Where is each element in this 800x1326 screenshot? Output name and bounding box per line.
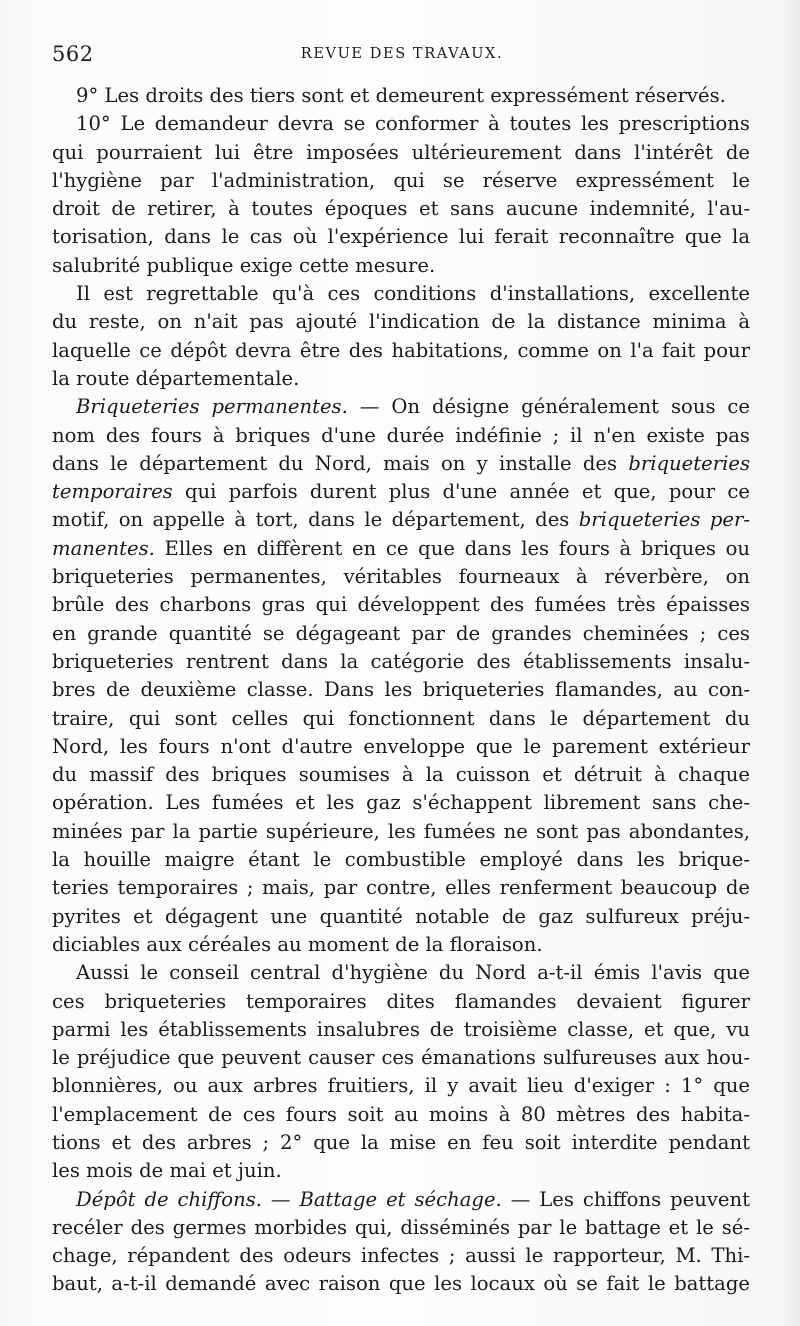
text-line: salubrité publique exige cette mesure. xyxy=(52,253,436,277)
text-line: 10° Le demandeur devra se conformer à toutes les prescriptions xyxy=(76,112,750,136)
text-line: baut, a-t-il demandé avec raison que les locaux où se fait le battage xyxy=(52,1272,750,1296)
text-run: — Les chiffons peuvent xyxy=(501,1187,750,1211)
text-line: Nord, les fours n'ont d'autre enveloppe que le parement extérieur xyxy=(52,734,750,758)
text-line: en grande quantité se dégageant par de grandes cheminées ; ces xyxy=(52,621,750,645)
text-line: droit de retirer, à toutes époques et sans aucune indemnité, l'au- xyxy=(52,197,750,221)
body-text xyxy=(52,82,750,1299)
text-run: Elles en diffèrent en ce que dans les fours à briques ou xyxy=(154,536,750,560)
italic-run: manentes. xyxy=(52,536,155,560)
text-line: nom des fours à briques d'une durée indéfinie ; il n'en existe pas xyxy=(52,423,750,447)
text-line: l'emplacement de ces fours soit au moins à 80 mètres des habita- xyxy=(52,1102,750,1126)
italic-run: temporaires xyxy=(52,480,173,504)
text-line: blonnières, ou aux arbres fruitiers, il y avait lieu d'exiger : 1° que xyxy=(52,1074,750,1098)
text-line: parmi les établissements insalubres de troisième classe, et que, vu xyxy=(52,1017,750,1041)
text-line xyxy=(52,393,750,421)
text-line xyxy=(52,506,750,534)
text-line: les mois de mai et juin. xyxy=(52,1159,282,1183)
text-line: Aussi le conseil central d'hygiène du Nord a-t-il émis l'avis que xyxy=(76,961,750,985)
text-line: opération. Les fumées et les gaz s'échappent librement sans che- xyxy=(52,791,750,815)
italic-run: Briqueteries permanentes. xyxy=(76,395,348,419)
text-line: recéler des germes morbides qui, disséminés par le battage et le sé- xyxy=(52,1215,750,1239)
text-line: briqueteries rentrent dans la catégorie des établissements insalu- xyxy=(52,649,750,673)
text-line: ces briqueteries temporaires dites flamandes devaient figurer xyxy=(52,989,750,1013)
italic-run: Dépôt de chiffons. — Battage et séchage. xyxy=(76,1187,502,1211)
page-number: 562 xyxy=(52,42,94,66)
italic-run: briqueteries xyxy=(628,451,750,475)
page-header xyxy=(52,42,752,72)
text-line: diciables aux céréales au moment de la floraison. xyxy=(52,932,543,956)
text-line: 9° Les droits des tiers sont et demeurent expressément réservés. xyxy=(76,84,726,107)
text-line: torisation, dans le cas où l'expérience lui ferait reconnaître que la xyxy=(52,225,750,249)
text-line xyxy=(52,450,750,478)
text-line xyxy=(52,1186,750,1214)
text-run: qui parfois durent plus d'une année et que, pour ce xyxy=(172,480,750,504)
text-line: qui pourraient lui être imposées ultérieurement dans l'intérêt de xyxy=(52,140,750,164)
text-line: teries temporaires ; mais, par contre, elles renferment beaucoup de xyxy=(52,876,750,900)
italic-run: briqueteries per- xyxy=(578,508,750,532)
running-head: REVUE DES TRAVAUX. xyxy=(300,46,504,62)
text-line: du massif des briques soumises à la cuisson et détruit à chaque xyxy=(52,763,750,787)
text-line: tions et des arbres ; 2° que la mise en feu soit interdite pendant xyxy=(52,1130,750,1154)
text-line: bres de deuxième classe. Dans les briqueteries flamandes, au con- xyxy=(52,678,750,702)
text-line: minées par la partie supérieure, les fumées ne sont pas abondantes, xyxy=(52,819,750,843)
text-run: motif, on appelle à tort, dans le département, des xyxy=(52,508,579,532)
text-line: le préjudice que peuvent causer ces émanations sulfureuses aux hou- xyxy=(52,1046,750,1070)
text-run: dans le département du Nord, mais on y installe des xyxy=(52,451,629,475)
text-line: brûle des charbons gras qui développent des fumées très épaisses xyxy=(52,593,750,617)
text-line: la route départementale. xyxy=(52,366,300,390)
text-line xyxy=(52,478,750,506)
text-line: traire, qui sont celles qui fonctionnent dans le département du xyxy=(52,706,750,730)
text-run: — On désigne généralement sous ce xyxy=(347,395,750,419)
text-line: pyrites et dégagent une quantité notable de gaz sulfureux préju- xyxy=(52,904,750,928)
text-line: Il est regrettable qu'à ces conditions d'installations, excellente xyxy=(76,282,750,306)
text-line: l'hygiène par l'administration, qui se réserve expressément le xyxy=(52,168,750,192)
text-line: chage, répandent des odeurs infectes ; aussi le rapporteur, M. Thi- xyxy=(52,1244,750,1268)
text-line: laquelle ce dépôt devra être des habitations, comme on l'a fait pour xyxy=(52,338,750,362)
text-line: briqueteries permanentes, véritables fourneaux à réverbère, on xyxy=(52,565,750,589)
text-line: du reste, on n'ait pas ajouté l'indication de la distance minima à xyxy=(52,310,750,334)
text-line xyxy=(52,535,750,563)
text-line: la houille maigre étant le combustible employé dans les brique- xyxy=(52,848,750,872)
